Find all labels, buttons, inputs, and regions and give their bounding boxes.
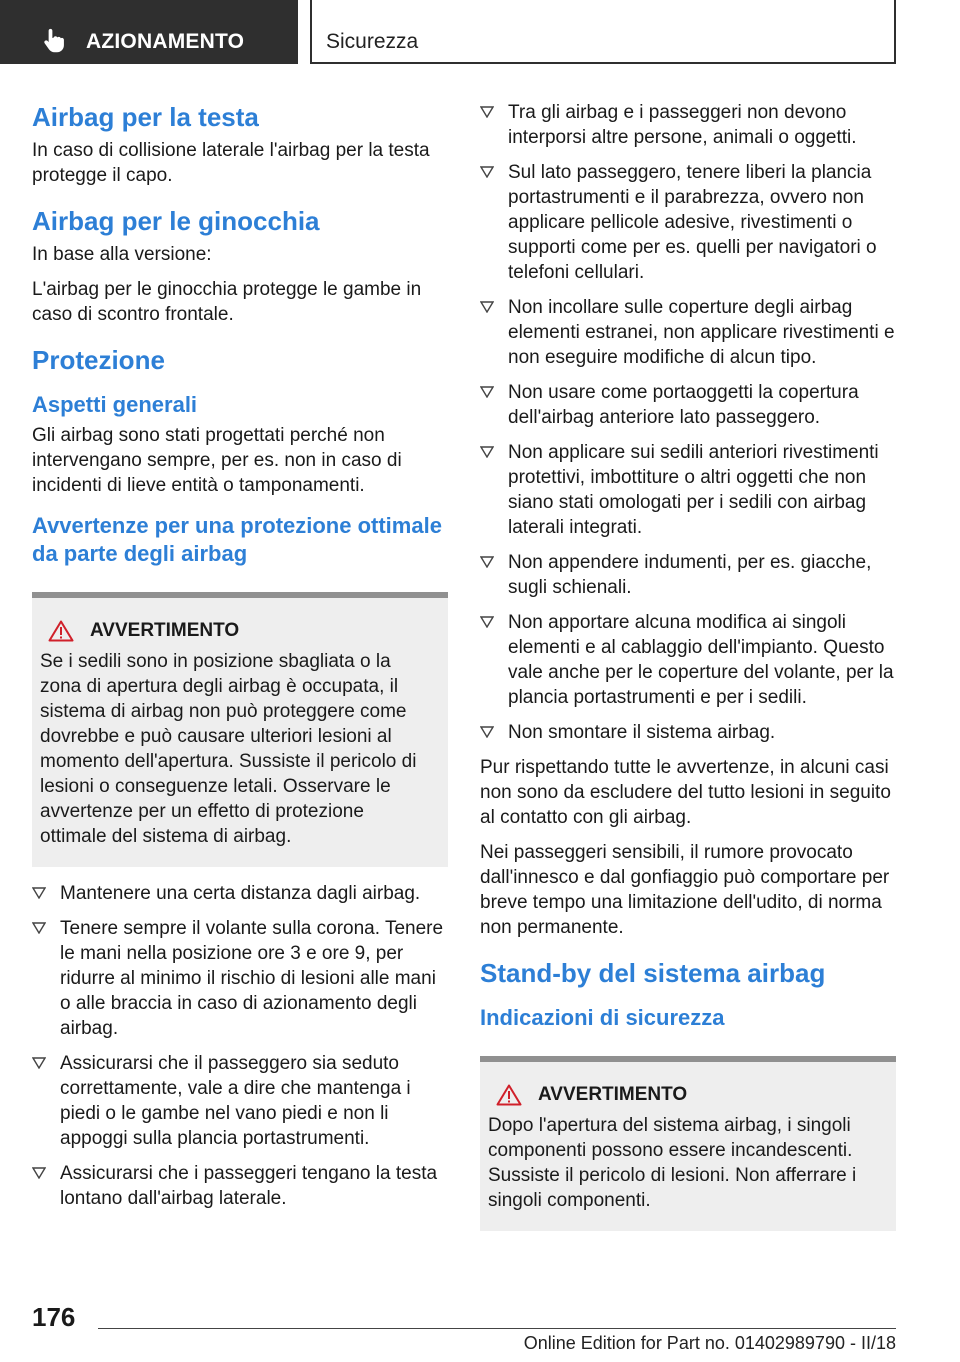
page-number: 176 — [32, 1302, 76, 1332]
heading-protection: Protezione — [32, 345, 165, 375]
paragraph-head-airbag: In caso di collisione laterale l'airbag per la testa protegge il capo. — [32, 140, 430, 186]
left-bullet-list — [32, 881, 448, 1211]
triangle-bullet-icon — [480, 386, 494, 398]
list-item: Non appendere indumenti, per es. giacche, sugli schienali. — [480, 550, 896, 600]
header-chapter-tab[interactable] — [310, 0, 896, 64]
triangle-bullet-icon — [32, 922, 46, 934]
list-item: Sul lato passeggero, tenere liberi la plancia portastrumenti e il parabrezza, ovvero non applicare pellicole adesive, rivestimenti o supporti come per es. quelli per navigatori o telefoni cellulari. — [480, 160, 896, 285]
warning-text: Se i sedili sono in posizione sbagliata o la zona di apertura degli airbag è occupata, il sistema di airbag non può proteggere come dovrebbe e può causare ulteriori lesioni al momento dell'apertura. Sussiste il pericolo di lesioni o conseguenze letali. Osservare le avvertenze per un effetto di protezione ottimale del sistema di airbag. — [40, 651, 417, 847]
list-item: Assicurarsi che i passeggeri tengano la testa lontano dall'airbag laterale. — [32, 1161, 448, 1211]
paragraph-knee-version: In base alla versione: — [32, 244, 212, 265]
left-column — [32, 100, 448, 1221]
paragraph-sensitive-passengers: Nei passeggeri sensibili, il rumore provocato dall'innesco e dal gonfiaggio può comportare per breve tempo una limitazione dell'udito, di norma non permanente. — [480, 842, 890, 938]
heading-airbag-standby: Stand-by del sistema airbag — [480, 958, 826, 988]
list-item: Non apportare alcuna modifica ai singoli elementi e al cablaggio dell'impianto. Questo vale anche per le coperture del volante, per la plancia portastrumenti e per i sedili. — [480, 610, 896, 710]
warning-header — [488, 1082, 882, 1107]
heading-warnings-optimal-protection: Avvertenze per una protezione ottimale da parte degli airbag — [32, 513, 442, 566]
heading-head-airbag: Airbag per la testa — [32, 102, 259, 132]
header-chapter-label: Sicurezza — [326, 30, 419, 53]
list-item: Tenere sempre il volante sulla corona. Tenere le mani nella posizione ore 3 e ore 9, per ridurre al minimo il rischio di lesioni alle mani o alle braccia in caso di azionamento degli airbag. — [32, 916, 448, 1041]
edition-info: Online Edition for Part no. 01402989790 - II/18 — [523, 1333, 896, 1353]
header-section-label: AZIONAMENTO — [86, 30, 245, 53]
list-item: Non smontare il sistema airbag. — [480, 720, 896, 745]
right-column — [480, 100, 896, 1245]
list-item: Non applicare sui sedili anteriori rivestimenti protettivi, imbottiture o altri oggetti che non siano stati omologati per i sedili con airbag laterali integrati. — [480, 440, 896, 540]
hand-pointer-icon — [40, 26, 68, 54]
paragraph-despite-warnings: Pur rispettando tutte le avvertenze, in alcuni casi non sono da escludere del tutto lesioni in seguito al contatto con gli airbag. — [480, 757, 891, 828]
warning-title: AVVERTIMENTO — [538, 1084, 688, 1105]
triangle-bullet-icon — [480, 616, 494, 628]
triangle-bullet-icon — [32, 1057, 46, 1069]
warning-header — [40, 618, 434, 643]
heading-general-aspects: Aspetti generali — [32, 392, 198, 417]
triangle-bullet-icon — [480, 446, 494, 458]
footer-divider — [98, 1328, 896, 1329]
header-section-tab[interactable] — [0, 0, 298, 64]
warning-box — [480, 1056, 896, 1231]
triangle-bullet-icon — [32, 887, 46, 899]
triangle-bullet-icon — [480, 166, 494, 178]
triangle-bullet-icon — [480, 556, 494, 568]
warning-box — [32, 592, 448, 867]
list-item: Mantenere una certa distanza dagli airbag. — [32, 881, 448, 906]
triangle-bullet-icon — [480, 726, 494, 738]
paragraph-general-aspects: Gli airbag sono stati progettati perché non intervengano sempre, per es. non in caso di incidenti di lieve entità o tamponamenti. — [32, 425, 402, 496]
warning-triangle-icon — [48, 620, 74, 642]
list-item: Non incollare sulle coperture degli airbag elementi estranei, non applicare rivestimenti e non eseguire modifiche di alcun tipo. — [480, 295, 896, 370]
paragraph-knee-airbag: L'airbag per le ginocchia protegge le gambe in caso di scontro frontale. — [32, 279, 422, 325]
triangle-bullet-icon — [480, 301, 494, 313]
warning-triangle-icon — [496, 1084, 522, 1106]
triangle-bullet-icon — [480, 106, 494, 118]
list-item: Tra gli airbag e i passeggeri non devono interporsi altre persone, animali o oggetti. — [480, 100, 896, 150]
list-item: Non usare come portaoggetti la copertura dell'airbag anteriore lato passeggero. — [480, 380, 896, 430]
warning-title: AVVERTIMENTO — [90, 620, 240, 641]
right-bullet-list — [480, 100, 896, 745]
heading-safety-notes: Indicazioni di sicurezza — [480, 1005, 725, 1030]
list-item: Assicurarsi che il passeggero sia seduto correttamente, vale a dire che mantenga i piedi o le gambe nel vano piedi e non li appoggi sulla plancia portastrumenti. — [32, 1051, 448, 1151]
heading-knee-airbag: Airbag per le ginocchia — [32, 206, 320, 236]
warning-text: Dopo l'apertura del sistema airbag, i singoli componenti possono essere incandescenti. Sussiste il pericolo di lesioni. Non afferrare i singoli componenti. — [488, 1115, 857, 1211]
triangle-bullet-icon — [32, 1167, 46, 1179]
